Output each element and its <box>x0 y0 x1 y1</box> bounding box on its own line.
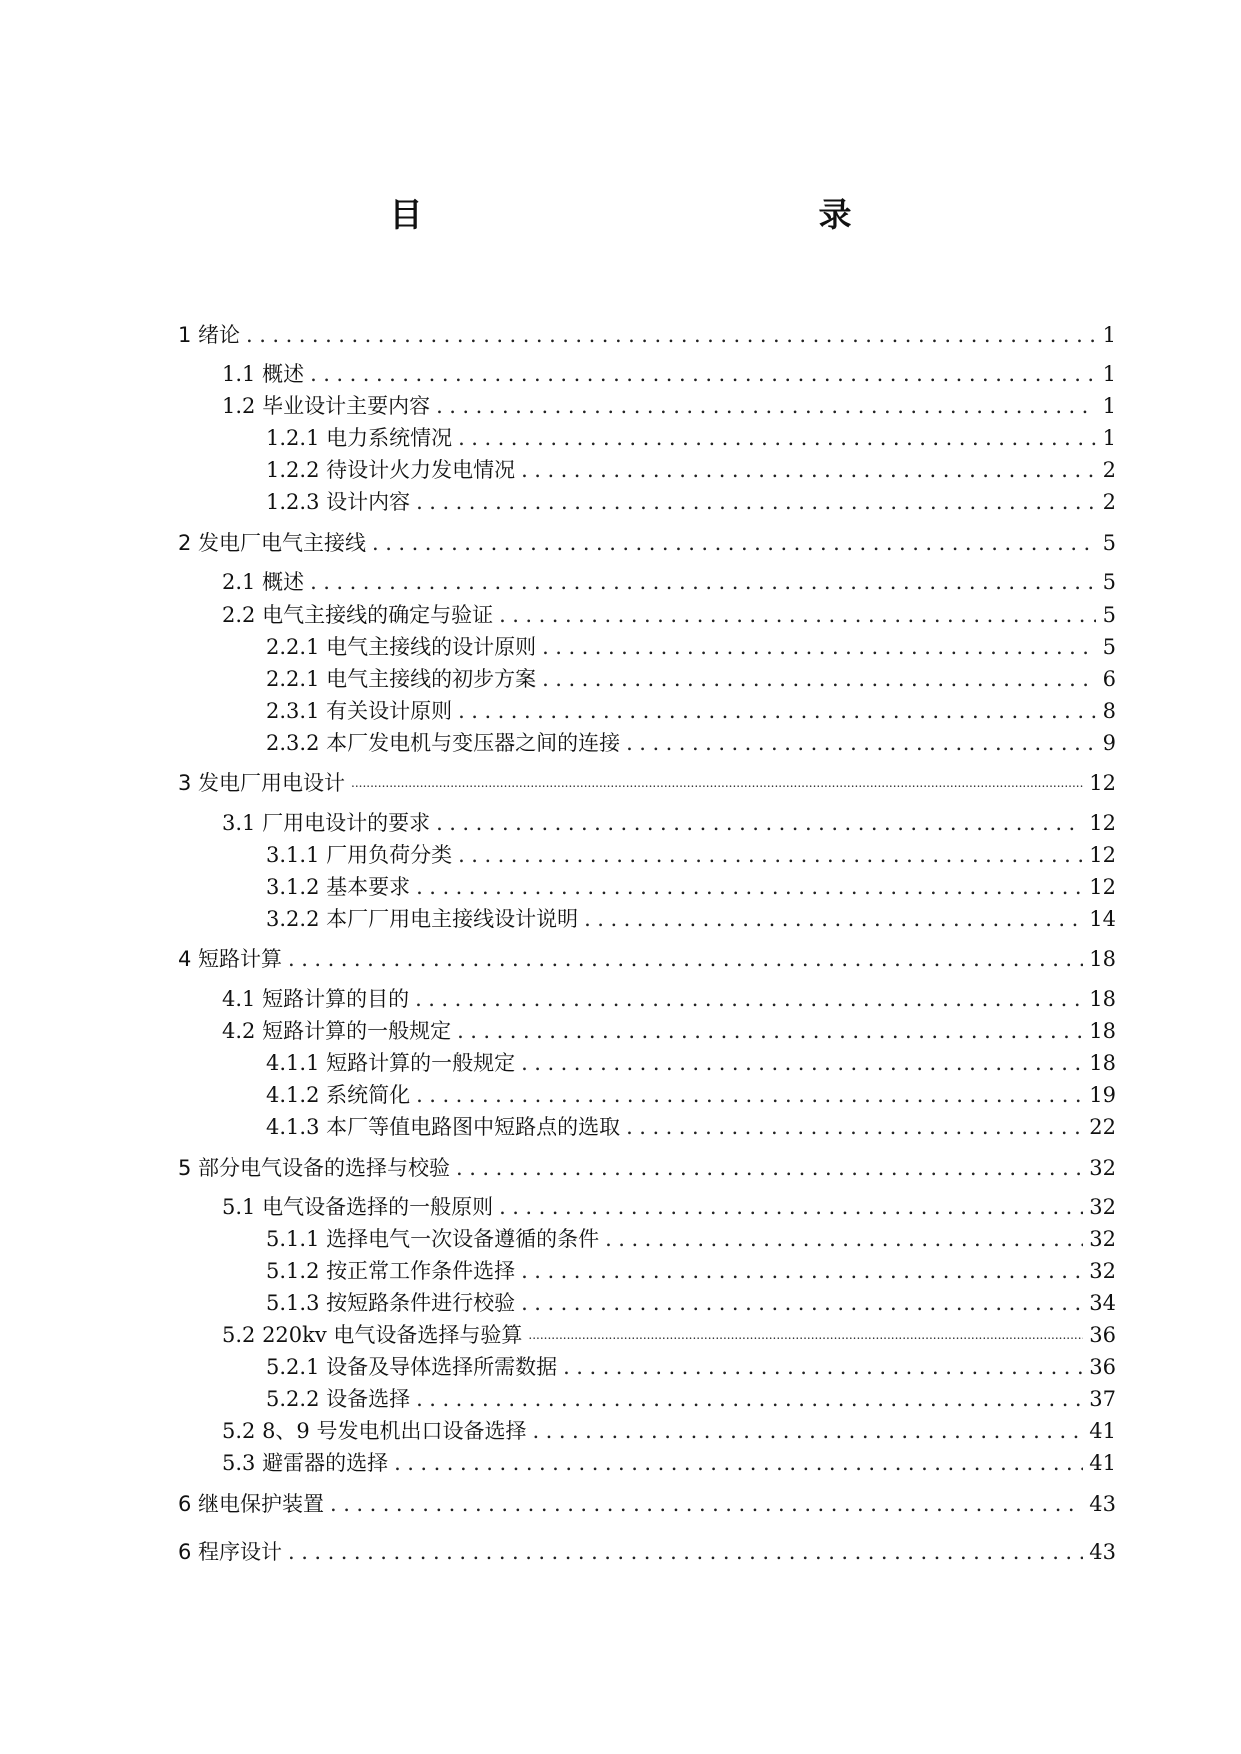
toc-entry[interactable] <box>222 1188 1116 1220</box>
dot-leader <box>372 530 1096 556</box>
toc-entry-page: 5 <box>1102 635 1116 659</box>
dot-leader <box>542 666 1096 692</box>
toc-entry-page: 1 <box>1102 323 1116 347</box>
toc-entry-label: 3.1.1 厂用负荷分类 <box>266 843 453 867</box>
toc-entry-label: 5.1.1 选择电气一次设备遵循的条件 <box>266 1227 600 1251</box>
toc-entry[interactable] <box>266 419 1116 451</box>
toc-entry[interactable] <box>222 563 1116 595</box>
toc-entry[interactable] <box>178 1533 1116 1565</box>
dot-leader <box>626 730 1096 756</box>
dot-leader <box>458 425 1096 451</box>
dot-leader <box>330 1491 1083 1517</box>
toc-entry[interactable] <box>178 524 1116 556</box>
toc-entry-label: 3.2.2 本厂厂用电主接线设计说明 <box>266 907 579 931</box>
dot-leader <box>499 1194 1083 1220</box>
dot-leader <box>605 1226 1083 1252</box>
dot-leader <box>458 698 1096 724</box>
toc-entry-label: 4.2 短路计算的一般规定 <box>222 1019 452 1043</box>
toc-entry-label: 2.2.1 电气主接线的初步方案 <box>266 667 537 691</box>
dot-leader <box>457 1018 1083 1044</box>
toc-entry[interactable] <box>266 692 1116 724</box>
toc-entry[interactable] <box>178 316 1116 348</box>
toc-entry-page: 1 <box>1102 426 1116 450</box>
dot-leader <box>456 1155 1083 1181</box>
toc-entry-label: 3 发电厂用电设计 <box>178 771 346 795</box>
toc-entry-page: 14 <box>1089 907 1116 931</box>
toc-entry-label: 5.2 220kv 电气设备选择与验算 <box>222 1323 523 1347</box>
toc-entry-label: 1.1 概述 <box>222 362 305 386</box>
toc-entry[interactable] <box>266 1044 1116 1076</box>
dot-leader <box>436 393 1096 419</box>
toc-entry-page: 32 <box>1089 1227 1116 1251</box>
toc-entry[interactable] <box>222 980 1116 1012</box>
toc-entry[interactable] <box>266 868 1116 900</box>
dot-leader <box>521 1050 1083 1076</box>
toc-entry[interactable] <box>266 1380 1116 1412</box>
dot-leader <box>584 906 1083 932</box>
dot-leader <box>246 322 1096 348</box>
toc-entry-label: 5.1 电气设备选择的一般原则 <box>222 1195 494 1219</box>
toc-entry[interactable] <box>266 1076 1116 1108</box>
toc-entry-label: 2.2 电气主接线的确定与验证 <box>222 603 494 627</box>
toc-entry[interactable] <box>222 1444 1116 1476</box>
toc-entry[interactable] <box>222 804 1116 836</box>
dot-leader <box>458 842 1083 868</box>
toc-entry[interactable] <box>222 596 1116 628</box>
toc-entry-page: 18 <box>1089 947 1116 971</box>
toc-entry[interactable] <box>266 1108 1116 1140</box>
toc-entry[interactable] <box>266 836 1116 868</box>
toc-entry-page: 18 <box>1089 1051 1116 1075</box>
toc-entry[interactable] <box>222 355 1116 387</box>
dot-leader <box>310 569 1096 595</box>
toc-entry-label: 4.1.2 系统简化 <box>266 1083 411 1107</box>
toc-entry[interactable] <box>266 724 1116 756</box>
toc-entry[interactable] <box>266 628 1116 660</box>
toc-entry[interactable] <box>178 940 1116 972</box>
dot-leader <box>499 602 1096 628</box>
toc-entry-page: 1 <box>1102 362 1116 386</box>
toc-entry-label: 5.1.2 按正常工作条件选择 <box>266 1259 516 1283</box>
toc-entry-label: 6 程序设计 <box>178 1540 283 1564</box>
toc-entry-page: 1 <box>1102 394 1116 418</box>
toc-entry[interactable] <box>178 1485 1116 1517</box>
toc-entry-label: 1.2 毕业设计主要内容 <box>222 394 431 418</box>
toc-entry-page: 18 <box>1089 987 1116 1011</box>
toc-entry-page: 41 <box>1089 1451 1116 1475</box>
toc-entry-page: 12 <box>1089 843 1116 867</box>
toc-entry-page: 36 <box>1089 1355 1116 1379</box>
toc-entry[interactable] <box>266 660 1116 692</box>
toc-entry[interactable] <box>266 1348 1116 1380</box>
toc-entry-label: 4 短路计算 <box>178 947 283 971</box>
toc-entry[interactable] <box>178 764 1116 796</box>
dot-leader <box>416 1386 1083 1412</box>
toc-entry-label: 4.1 短路计算的目的 <box>222 987 410 1011</box>
toc-entry-page: 9 <box>1102 731 1116 755</box>
toc-entry-label: 5.2 8、9 号发电机出口设备选择 <box>222 1419 527 1443</box>
toc-entry-label: 5.2.1 设备及导体选择所需数据 <box>266 1355 558 1379</box>
toc-entry-page: 36 <box>1089 1323 1116 1347</box>
toc-entry[interactable] <box>222 1316 1116 1348</box>
toc-entry[interactable] <box>266 451 1116 483</box>
dot-leader <box>521 1258 1083 1284</box>
dot-leader <box>532 1418 1083 1444</box>
dot-leader <box>542 634 1096 660</box>
dot-leader <box>626 1114 1083 1140</box>
toc-entry-label: 1 绪论 <box>178 323 241 347</box>
toc-entry-page: 8 <box>1102 699 1116 723</box>
dot-leader <box>528 1322 1083 1348</box>
toc-entry[interactable] <box>266 1284 1116 1316</box>
dot-leader <box>436 810 1083 836</box>
toc-entry-page: 43 <box>1089 1492 1116 1516</box>
toc-entry-label: 1.2.1 电力系统情况 <box>266 426 453 450</box>
toc-entry-label: 5 部分电气设备的选择与校验 <box>178 1156 451 1180</box>
toc-entry[interactable] <box>266 1252 1116 1284</box>
toc-entry-label: 4.1.1 短路计算的一般规定 <box>266 1051 516 1075</box>
toc-entry-page: 32 <box>1089 1195 1116 1219</box>
toc-entry-page: 22 <box>1089 1115 1116 1139</box>
toc-entry-page: 12 <box>1089 875 1116 899</box>
toc-entry-page: 32 <box>1089 1156 1116 1180</box>
toc-entry-label: 2.1 概述 <box>222 570 305 594</box>
toc-entry-label: 1.2.2 待设计火力发电情况 <box>266 458 516 482</box>
toc-entry-page: 37 <box>1089 1387 1116 1411</box>
toc-entry[interactable] <box>222 1412 1116 1444</box>
toc-entry-page: 43 <box>1089 1540 1116 1564</box>
toc-title: 目 录 <box>389 195 962 234</box>
toc-entry-page: 12 <box>1089 771 1116 795</box>
toc-entry-page: 5 <box>1102 603 1116 627</box>
toc-entry[interactable] <box>178 1149 1116 1181</box>
toc-entry-page: 2 <box>1102 490 1116 514</box>
toc-entry-page: 32 <box>1089 1259 1116 1283</box>
toc-entry-label: 6 继电保护装置 <box>178 1492 325 1516</box>
toc-entry[interactable] <box>266 1220 1116 1252</box>
toc-entry-label: 5.1.3 按短路条件进行校验 <box>266 1291 516 1315</box>
dot-leader <box>416 874 1083 900</box>
toc-entry-label: 3.1.2 基本要求 <box>266 875 411 899</box>
toc-entry-label: 2.3.1 有关设计原则 <box>266 699 453 723</box>
toc-entry-label: 2.2.1 电气主接线的设计原则 <box>266 635 537 659</box>
dot-leader <box>416 489 1096 515</box>
toc-entry-page: 41 <box>1089 1419 1116 1443</box>
toc-entry[interactable] <box>266 483 1116 515</box>
toc-entry-page: 12 <box>1089 811 1116 835</box>
toc-entry[interactable] <box>222 1012 1116 1044</box>
dot-leader <box>310 361 1096 387</box>
toc-entry-label: 3.1 厂用电设计的要求 <box>222 811 431 835</box>
toc-entry-page: 19 <box>1089 1083 1116 1107</box>
toc-entry-page: 5 <box>1102 531 1116 555</box>
dot-leader <box>394 1450 1083 1476</box>
toc-entry-label: 2.3.2 本厂发电机与变压器之间的连接 <box>266 731 621 755</box>
toc-entry-label: 4.1.3 本厂等值电路图中短路点的选取 <box>266 1115 621 1139</box>
toc-entry-page: 6 <box>1102 667 1116 691</box>
toc-entry[interactable] <box>222 387 1116 419</box>
toc-entry-page: 2 <box>1102 458 1116 482</box>
toc-entry-label: 1.2.3 设计内容 <box>266 490 411 514</box>
toc-entry-label: 2 发电厂电气主接线 <box>178 531 367 555</box>
dot-leader <box>416 1082 1083 1108</box>
dot-leader <box>521 457 1096 483</box>
toc-entry-label: 5.3 避雷器的选择 <box>222 1451 389 1475</box>
dot-leader <box>288 946 1083 972</box>
toc-entry-label: 5.2.2 设备选择 <box>266 1387 411 1411</box>
toc-entry-page: 5 <box>1102 570 1116 594</box>
toc-entry-page: 34 <box>1089 1291 1116 1315</box>
dot-leader <box>563 1354 1083 1380</box>
toc-entry-page: 18 <box>1089 1019 1116 1043</box>
dot-leader <box>288 1539 1083 1565</box>
dot-leader <box>351 770 1083 796</box>
dot-leader <box>415 986 1083 1012</box>
toc-entry[interactable] <box>266 900 1116 932</box>
dot-leader <box>521 1290 1083 1316</box>
